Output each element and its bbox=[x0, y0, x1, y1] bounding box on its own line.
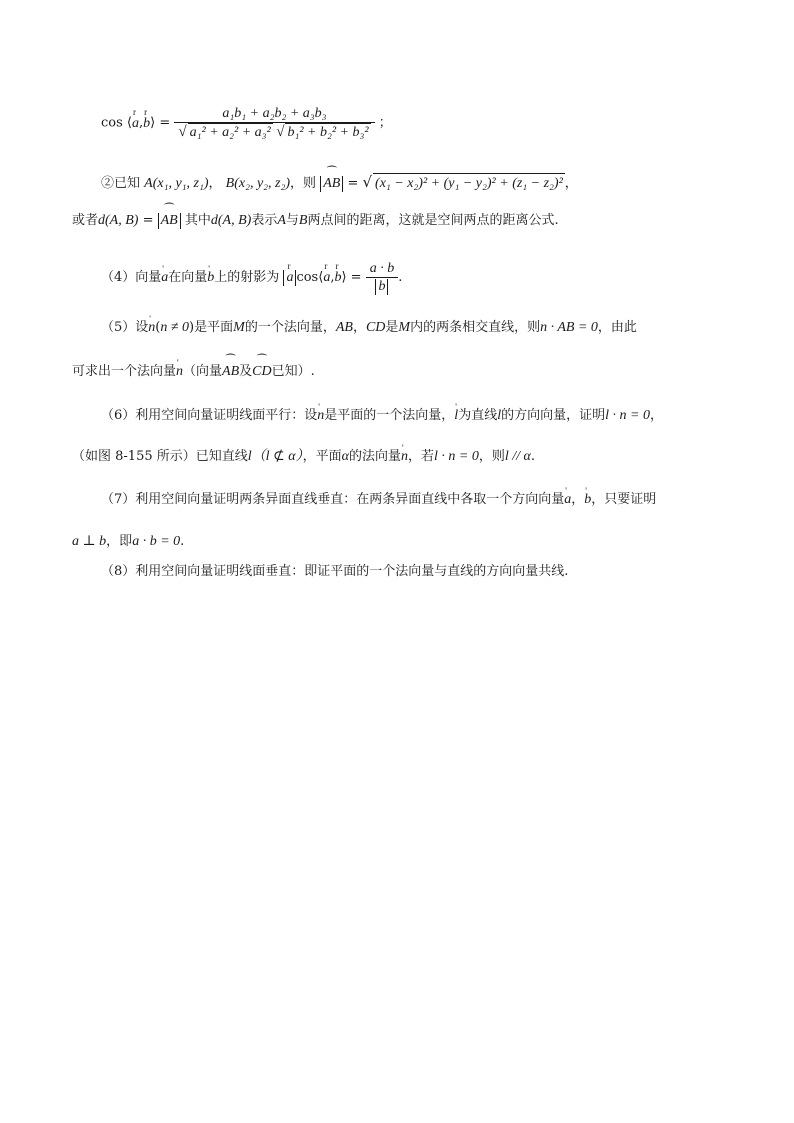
cos-formula: cos ⟨r a,r b⟩ = $\frac{\text{a₁b₁ + a₂b₂ + a₃b₃}}{\text{√ a₁² + a₂² + a₃² √ b₁² + b₂² + b₃²}}$ ； bbox=[101, 105, 392, 141]
vector-ab: ⁀ AB bbox=[323, 176, 340, 192]
vector-a: r a bbox=[132, 114, 139, 134]
distance-definition: 或者d(A, B) = ⁀ AB 其中d(A, B)表示A与B两点间的距离，这就是空间两点的距离公式. bbox=[72, 211, 559, 231]
item-8: （8）利用空间向量证明线面垂直：即证平面的一个法向量与直线的方向向量共线. bbox=[101, 564, 569, 579]
item-5-line2: 可求出一个法向量' n（向量⁀ AB及⁀ CD已知）. bbox=[72, 362, 315, 382]
point-a: A(x₁, y₁, z₁) bbox=[144, 176, 209, 191]
item-7-line2: a ⊥ b，即a · b = 0. bbox=[72, 534, 185, 549]
cos-label: cos bbox=[101, 115, 123, 131]
point-b: B(x₂, y₂, z₂) bbox=[225, 176, 291, 191]
cos-numerator: a₁b₁ + a₂b₂ + a₃b₃ bbox=[174, 105, 374, 123]
item-5-line1: （5）设' n(n ≠ 0)是平面M的一个法向量，AB，CD是M内的两条相交直线，则n · AB = 0，由此 bbox=[101, 318, 637, 338]
vector-b: r b bbox=[143, 114, 150, 134]
cos-tail: ； bbox=[378, 115, 392, 131]
projection-fraction: $\frac{a \cdot b}{b}$ bbox=[366, 260, 399, 295]
item-4: （4）向量' a在向量' b上的射影为 r a cos⟨r a,r b⟩ = $\frac{a \cdot b}{b}$ . bbox=[101, 260, 402, 295]
distance-radicand: (x₁ − x₂)² + (y₁ − y₂)² + (z₁ − z₂)² bbox=[373, 173, 565, 194]
distance-formula: ②已知 A(x₁, y₁, z₁)， B(x₂, y₂, z₂)，则 ⁀ AB = √ (x₁ − x₂)² + (y₁ − y₂)² + (z₁ − z₂)² ， bbox=[101, 172, 578, 194]
cos-denominator: √ a₁² + a₂² + a₃² √ b₁² + b₂² + b₃² bbox=[178, 124, 369, 140]
cos-fraction bbox=[174, 105, 374, 141]
item-6-line2: （如图 8-155 所示）已知直线l（l ⊄ α），平面α的法向量' n，若l · n = 0，则l // α. bbox=[72, 447, 535, 467]
item-6-line1: （6）利用空间向量证明线面平行：设' n是平面的一个法向量，' l为直线l的方向向量，证明l · n = 0， bbox=[101, 406, 663, 426]
item-7-line1: （7）利用空间向量证明两条异面直线垂直：在两条异面直线中各取一个方向向量' a，' b，只要证明 bbox=[101, 490, 656, 510]
